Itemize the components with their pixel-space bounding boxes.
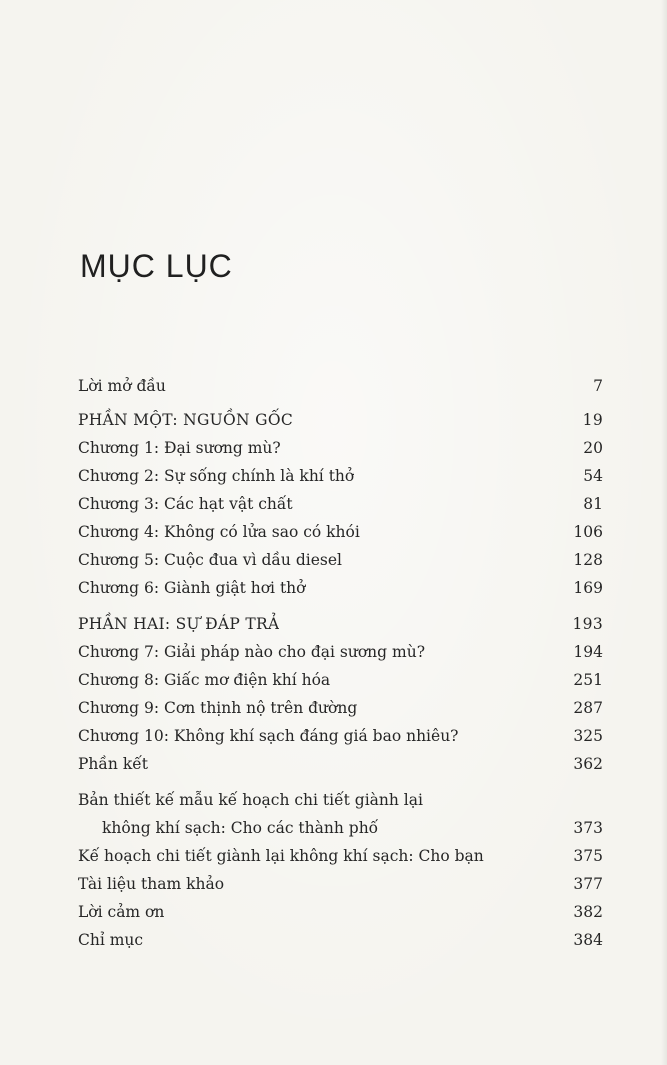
toc-entry-label: Bản thiết kế mẫu kế hoạch chi tiết giành lại <box>78 791 423 809</box>
toc-entry-blueprint-cities-line-1 <box>78 786 603 814</box>
toc-entry-page: 128 <box>573 551 603 569</box>
toc-entry-page: 19 <box>582 411 603 429</box>
toc-entry-part-one <box>78 406 603 434</box>
toc-entry-epilogue <box>78 750 603 778</box>
toc-entry-label: Chương 2: Sự sống chính là khí thở <box>78 467 355 485</box>
toc-entry-label: Chương 6: Giành giật hơi thở <box>78 579 306 597</box>
toc-entry-page: 81 <box>583 495 603 513</box>
toc-entry-page: 169 <box>573 579 603 597</box>
toc-entry-label: Tài liệu tham khảo <box>78 875 225 893</box>
toc-entry-label: Chương 10: Không khí sạch đáng giá bao nhiêu? <box>78 727 459 745</box>
toc-entry-label: Chỉ mục <box>78 931 144 949</box>
toc-entry-chapter-5 <box>78 546 603 574</box>
toc-entry-chapter-3 <box>78 490 603 518</box>
toc-entry-acknowledgements <box>78 898 603 926</box>
toc-entry-page: 382 <box>573 903 603 921</box>
toc-entry-chapter-4 <box>78 518 603 546</box>
toc-entry-part-two <box>78 610 603 638</box>
toc-title: MỤC LỤC <box>80 248 233 284</box>
toc-entry-label: Kế hoạch chi tiết giành lại không khí sạch: Cho bạn <box>78 847 484 865</box>
table-of-contents <box>78 372 603 954</box>
toc-entry-page: 373 <box>573 819 603 837</box>
toc-entry-chapter-2 <box>78 462 603 490</box>
toc-entry-page: 193 <box>572 615 603 633</box>
toc-entry-references <box>78 870 603 898</box>
toc-entry-page: 194 <box>573 643 603 661</box>
toc-entry-chapter-9 <box>78 694 603 722</box>
toc-entry-page: 384 <box>573 931 603 949</box>
toc-entry-page: 20 <box>583 439 603 457</box>
toc-entry-page: 287 <box>573 699 603 717</box>
toc-entry-preface <box>78 372 603 400</box>
toc-entry-label: Lời mở đầu <box>78 377 166 395</box>
toc-entry-chapter-7 <box>78 638 603 666</box>
toc-entry-label: PHẦN MỘT: NGUỒN GỐC <box>78 411 293 429</box>
toc-entry-label: Chương 7: Giải pháp nào cho đại sương mù? <box>78 643 426 661</box>
toc-entry-chapter-1 <box>78 434 603 462</box>
toc-entry-label: không khí sạch: Cho các thành phố <box>102 819 379 837</box>
toc-entry-page: 7 <box>593 377 603 395</box>
toc-entry-label: Chương 8: Giấc mơ điện khí hóa <box>78 671 331 689</box>
toc-entry-label: Phần kết <box>78 755 148 773</box>
toc-entry-page: 377 <box>573 875 603 893</box>
toc-entry-page: 362 <box>573 755 603 773</box>
toc-entry-chapter-8 <box>78 666 603 694</box>
toc-entry-chapter-6 <box>78 574 603 602</box>
toc-entry-page: 54 <box>583 467 603 485</box>
toc-entry-blueprint-cities-line-2 <box>78 814 603 842</box>
toc-entry-page: 251 <box>573 671 603 689</box>
toc-entry-label: Chương 3: Các hạt vật chất <box>78 495 293 513</box>
toc-entry-label: Chương 5: Cuộc đua vì dầu diesel <box>78 551 342 569</box>
toc-entry-label: Chương 4: Không có lửa sao có khói <box>78 523 360 541</box>
toc-entry-label: Lời cảm ơn <box>78 903 165 921</box>
toc-entry-label: Chương 1: Đại sương mù? <box>78 439 281 457</box>
toc-entry-page: 375 <box>573 847 603 865</box>
toc-entry-page: 106 <box>573 523 603 541</box>
page-edge-shadow <box>661 0 667 1065</box>
toc-entry-label: PHẦN HAI: SỰ ĐÁP TRẢ <box>78 615 280 633</box>
toc-entry-page: 325 <box>573 727 603 745</box>
toc-entry-label: Chương 9: Cơn thịnh nộ trên đường <box>78 699 358 717</box>
toc-entry-chapter-10 <box>78 722 603 750</box>
toc-entry-index <box>78 926 603 954</box>
toc-entry-blueprint-you <box>78 842 603 870</box>
